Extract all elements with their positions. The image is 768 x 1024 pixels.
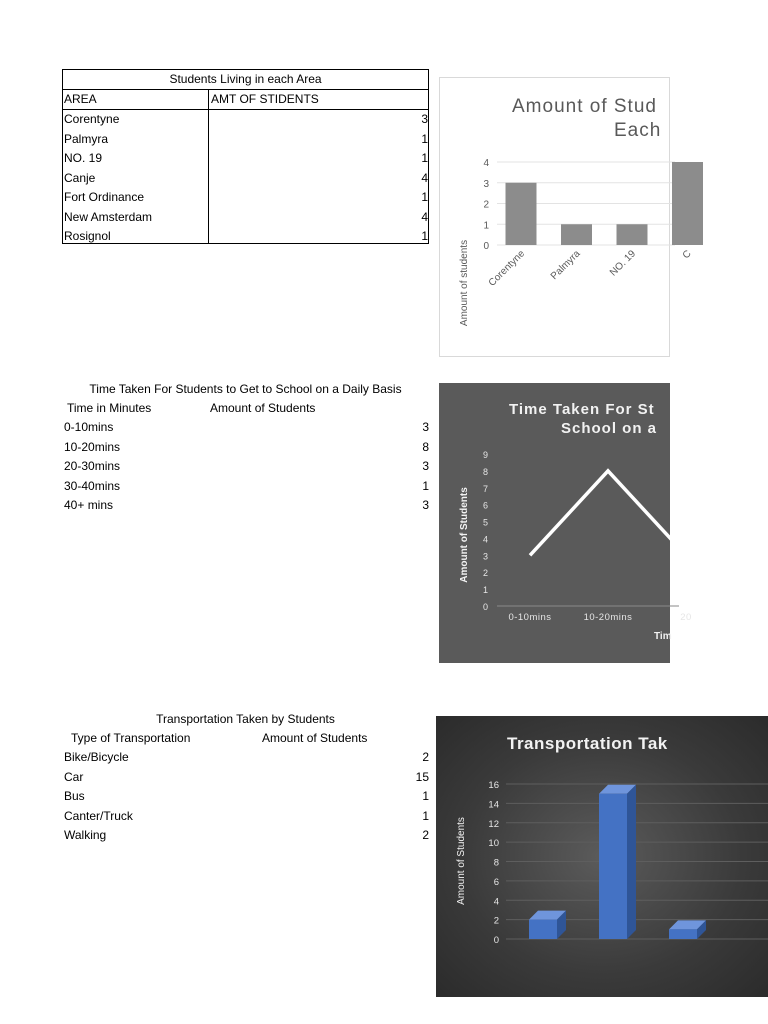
table-row (62, 748, 429, 768)
table-row (63, 110, 428, 130)
table-row (63, 169, 428, 189)
table-body (62, 748, 429, 846)
table-row (63, 188, 428, 208)
y-tick-label: 14 (488, 799, 499, 811)
students-area-table (62, 69, 429, 244)
y-axis-title: Amount of students (459, 239, 470, 327)
y-tick-label: 4 (493, 896, 499, 908)
chart-title-line2: School on a (561, 420, 658, 437)
row-amount: 1 (421, 229, 428, 243)
table-row (62, 418, 429, 438)
table-body (62, 418, 429, 516)
row-amount: 4 (421, 170, 428, 185)
row-label: Bike/Bicycle (64, 750, 129, 764)
y-tick-label: 6 (493, 876, 499, 888)
row-label: Canje (64, 170, 96, 185)
table-row (62, 787, 429, 807)
y-tick-label: 0 (482, 602, 488, 612)
row-label: Bus (64, 789, 85, 803)
table-row (62, 826, 429, 846)
y-tick-label: 8 (482, 466, 488, 477)
x-tick-label: 20 (680, 612, 692, 623)
y-tick-label: 12 (488, 818, 499, 830)
time-line-chart (439, 383, 692, 663)
y-tick-label: 3 (483, 178, 489, 190)
row-amount: 8 (422, 439, 429, 454)
table-row (63, 227, 428, 247)
row-amount: 2 (422, 750, 429, 764)
table-row (62, 477, 429, 497)
x-tick-label: NO. 19 (607, 248, 639, 279)
row-amount: 3 (422, 420, 429, 434)
y-tick-label: 4 (483, 158, 489, 169)
row-amount: 3 (422, 459, 429, 473)
column-header-amount: Amount of Students (210, 401, 316, 415)
row-amount: 1 (422, 808, 429, 823)
table-body (63, 110, 428, 247)
row-amount: 1 (421, 131, 428, 146)
row-label: Fort Ordinance (64, 190, 145, 204)
bar-side-face (627, 785, 636, 939)
column-header-amount: AMT OF STIDENTS (211, 92, 319, 106)
y-tick-label: 6 (482, 500, 488, 511)
row-amount: 1 (421, 151, 428, 165)
row-amount: 3 (421, 112, 428, 126)
row-label: 30-40mins (64, 478, 121, 493)
time-taken-table (62, 380, 429, 516)
x-tick-label: Corentyne (486, 248, 528, 289)
row-amount: 1 (422, 789, 429, 803)
column-header-area: AREA (64, 92, 97, 106)
chart-title-line2: Each (614, 120, 662, 141)
y-tick-label: 8 (493, 857, 499, 869)
table-row (62, 768, 429, 788)
area-bar-chart (439, 77, 694, 357)
row-label: 20-30mins (64, 459, 121, 473)
table-row (63, 130, 428, 150)
table-title: Transportation Taken by Students (156, 712, 335, 726)
row-amount: 2 (422, 828, 429, 842)
bar (599, 794, 627, 939)
x-axis-title: Tim (654, 631, 672, 642)
bar (669, 929, 697, 939)
y-tick-label: 16 (488, 780, 499, 791)
row-label: Canter/Truck (64, 808, 133, 823)
chart-title: Transportation Tak (507, 734, 668, 753)
chart-title: Amount of Stud (512, 96, 657, 117)
table-row (62, 457, 429, 477)
y-tick-label: 0 (493, 935, 499, 946)
table-header-row (62, 729, 429, 748)
row-label: Walking (64, 828, 107, 842)
chart-svg (436, 716, 768, 997)
table-header-row (63, 90, 428, 110)
chart-title: Time Taken For St (509, 401, 655, 418)
transportation-bar-chart (436, 716, 768, 997)
row-label: Corentyne (64, 112, 120, 126)
y-tick-label: 0 (483, 241, 489, 252)
row-amount: 1 (421, 190, 428, 204)
y-tick-label: 2 (493, 915, 499, 927)
table-row (63, 149, 428, 169)
y-tick-label: 9 (482, 450, 488, 460)
row-label: Palmyra (64, 131, 109, 146)
chart-svg (439, 383, 692, 663)
y-tick-label: 1 (482, 585, 488, 596)
table-row (63, 208, 428, 228)
table-row (62, 438, 429, 458)
row-amount: 3 (422, 498, 429, 512)
bar (529, 920, 557, 939)
row-label: NO. 19 (64, 151, 103, 165)
y-tick-label: 4 (482, 534, 488, 545)
bar (672, 162, 703, 245)
data-line (530, 471, 686, 555)
row-amount: 1 (422, 478, 429, 493)
y-tick-label: 10 (488, 838, 499, 850)
column-header-type: Type of Transportation (71, 731, 191, 745)
x-tick-label: 0-10mins (508, 612, 552, 623)
y-tick-label: 1 (483, 220, 489, 232)
table-row (62, 496, 429, 516)
row-label: 0-10mins (64, 420, 114, 434)
column-header-time: Time in Minutes (67, 401, 152, 415)
bar (617, 224, 648, 245)
bar (561, 224, 592, 245)
y-tick-label: 5 (482, 517, 488, 528)
chart-svg (440, 78, 694, 358)
row-label: Car (64, 769, 84, 784)
row-label: 10-20mins (64, 439, 121, 454)
row-amount: 15 (415, 769, 429, 784)
x-tick-label: C (680, 248, 694, 262)
x-tick-label: Palmyra (548, 248, 583, 283)
y-tick-label: 2 (483, 199, 489, 211)
column-header-amount: Amount of Students (262, 731, 368, 745)
row-amount: 4 (421, 209, 428, 224)
y-tick-label: 2 (482, 568, 488, 579)
table-title: Time Taken For Students to Get to School on a Daily Basis (89, 382, 402, 396)
row-label: Rosignol (64, 229, 111, 243)
y-tick-label: 3 (482, 551, 488, 562)
table-header-row (62, 399, 429, 418)
y-tick-label: 7 (482, 483, 488, 494)
bar (506, 183, 537, 245)
row-label: New Amsterdam (64, 209, 153, 224)
table-title: Students Living in each Area (63, 70, 428, 90)
row-label: 40+ mins (64, 498, 114, 512)
transportation-table (62, 710, 429, 846)
y-axis-title: Amount of Students (459, 487, 470, 583)
table-row (62, 807, 429, 827)
y-axis-title: Amount of Students (456, 817, 467, 905)
x-tick-label: 10-20mins (583, 612, 633, 623)
